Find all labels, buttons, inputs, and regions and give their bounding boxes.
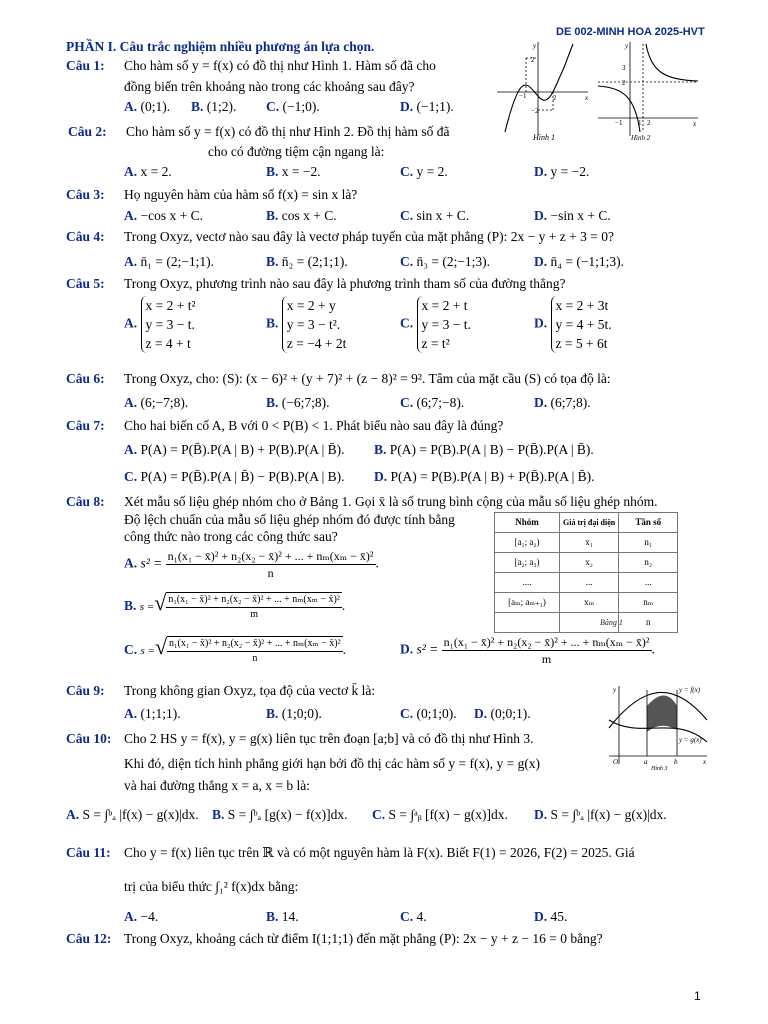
- option-b[interactable]: B. (1;0;0).: [266, 706, 322, 721]
- option-c[interactable]: C. (6;7;−8).: [400, 395, 465, 410]
- svg-text:1: 1: [638, 119, 642, 127]
- option-b[interactable]: B. 14.: [266, 909, 299, 924]
- document-code: DE 002-MINH HOA 2025-HVT: [556, 26, 705, 38]
- question-label: Câu 9:: [66, 683, 105, 698]
- question-text: Cho hai biến cố A, B với 0 < P(B) < 1. Phát biểu nào sau đây là đúng?: [124, 418, 504, 433]
- option-b[interactable]: B. (1;2).: [191, 99, 237, 114]
- question-label: Câu 3:: [66, 187, 105, 202]
- question-text: công thức nào trong các công thức sau?: [124, 529, 338, 544]
- question-label: Câu 10:: [66, 731, 112, 746]
- option-b[interactable]: B. s =√ $\frac{\text{n₁(x₁ − x̄)² + n₂(x₂ − x̄)² + ... + nₘ(xₘ − x̄)²}}{m}$ .: [124, 590, 346, 620]
- question-label: Câu 4:: [66, 229, 105, 244]
- svg-text:a: a: [644, 758, 648, 766]
- section-title: PHẦN I. Câu trắc nghiệm nhiều phương án lựa chọn.: [66, 39, 375, 54]
- svg-text:O: O: [613, 758, 619, 766]
- option-a[interactable]: A. n̄₁ = (2;−1;1).: [124, 254, 215, 269]
- option-c[interactable]: C. (−1;0).: [266, 99, 320, 114]
- question-text: Độ lệch chuẩn của mẫu số liệu ghép nhóm đó được tính bằng: [124, 512, 455, 527]
- option-c[interactable]: C. S = ∫ᵃᵦ [f(x) − g(x)]dx.: [372, 807, 508, 822]
- question-text: Cho 2 HS y = f(x), y = g(x) liên tục trên đoạn [a;b] và có đồ thị như Hình 3.: [124, 731, 534, 746]
- option-b[interactable]: B. n̄₂ = (2;1;1).: [266, 254, 348, 269]
- svg-text:−1: −1: [615, 119, 623, 127]
- question-label: Câu 11:: [66, 845, 111, 860]
- option-c[interactable]: C. s =√ $\frac{\text{n₁(x₁ − x̄)² + n₂(x₂ − x̄)² + ... + nₘ(xₘ − x̄)²}}{n}$ .: [124, 634, 346, 664]
- question-text: Trong không gian Oxyz, tọa độ của vectơ k̄ là:: [124, 683, 376, 698]
- option-c[interactable]: C. (0;1;0).: [400, 706, 457, 721]
- svg-text:2: 2: [531, 56, 535, 64]
- svg-text:x: x: [703, 758, 707, 766]
- option-c[interactable]: C. sin x + C.: [400, 208, 470, 223]
- svg-text:b: b: [674, 758, 678, 766]
- option-a[interactable]: A. P(A) = P(B̄).P(A | B) + P(B).P(A | B̄).: [124, 442, 345, 457]
- figure-hinh3: [605, 684, 710, 770]
- question-label: Câu 8:: [66, 494, 105, 509]
- question-label: Câu 5:: [66, 276, 105, 291]
- option-a[interactable]: A. (0;1).: [124, 99, 171, 114]
- option-d[interactable]: D. n̄₄ = (−1;1;3).: [534, 254, 625, 269]
- question-label: Câu 12:: [66, 931, 112, 946]
- option-a[interactable]: A. −4.: [124, 909, 159, 924]
- question-label: Câu 6:: [66, 371, 105, 386]
- option-c[interactable]: C. n̄₃ = (2;−1;3).: [400, 254, 491, 269]
- option-d[interactable]: D. x = 2 + 3t y = 4 + 5t. z = 5 + 6t: [534, 298, 612, 351]
- option-d[interactable]: D. y = −2.: [534, 164, 590, 179]
- hinh3-caption: Hình 3: [651, 766, 668, 770]
- question-text: Cho hàm số y = f(x) có đồ thị như Hình 2. Đồ thị hàm số đã: [126, 124, 450, 139]
- option-d[interactable]: D. 45.: [534, 909, 568, 924]
- option-d[interactable]: D. s² = $\frac{\text{n₁(x₁ − x̄)² + n₂(x₂ − x̄)² + ... + nₘ(xₘ − x̄)²}}{m}$ .: [400, 635, 655, 666]
- question-label: Câu 1:: [66, 58, 105, 73]
- question-text: Trong Oxyz, vectơ nào sau đây là vectơ pháp tuyến của mặt phẳng (P): 2x − y + z + 3 = 0?: [124, 229, 614, 244]
- option-a[interactable]: A. S = ∫ᵇₐ |f(x) − g(x)|dx.: [66, 807, 199, 822]
- option-d[interactable]: D. (−1;1).: [400, 99, 454, 114]
- figures-hinh1-hinh2: [493, 40, 708, 148]
- option-a[interactable]: A. (1;1;1).: [124, 706, 181, 721]
- hinh1-graph: [497, 42, 588, 136]
- option-a[interactable]: A. (6;−7;8).: [124, 395, 189, 410]
- svg-text:y: y: [533, 42, 537, 50]
- svg-text:y: y: [613, 686, 617, 694]
- svg-text:2: 2: [622, 79, 626, 87]
- question-text: Xét mẫu số liệu ghép nhóm cho ở Bảng 1. Gọi x̄ là số trung bình cộng của mẫu số liệu ghép nhóm.: [124, 494, 658, 509]
- option-c[interactable]: C. 4.: [400, 909, 427, 924]
- svg-text:x: x: [693, 120, 697, 128]
- option-b[interactable]: B. x = −2.: [266, 164, 321, 179]
- option-a[interactable]: A. x = 2.: [124, 164, 172, 179]
- option-a[interactable]: A. −cos x + C.: [124, 208, 203, 223]
- svg-text:x: x: [585, 94, 589, 102]
- hinh1-caption: Hình 1: [533, 133, 555, 142]
- option-d[interactable]: D. (6;7;8).: [534, 395, 591, 410]
- question-text: Trong Oxyz, cho: (S): (x − 6)² + (y + 7)² + (z − 8)² = 9². Tâm của mặt cầu (S) có tọa độ là:: [124, 371, 611, 386]
- option-b[interactable]: B. P(A) = P(B).P(A | B) − P(B̄).P(A | B̄).: [374, 442, 594, 457]
- question-text: Họ nguyên hàm của hàm số f(x) = sin x là?: [124, 187, 358, 202]
- option-b[interactable]: B. S = ∫ᵇₐ [g(x) − f(x)]dx.: [212, 807, 348, 822]
- svg-text:−1: −1: [519, 92, 527, 100]
- question-text: đồng biến trên khoảng nào trong các khoảng sau đây?: [124, 79, 415, 94]
- page-number: 1: [694, 989, 701, 1003]
- option-c[interactable]: C. x = 2 + t y = 3 − t. z = t²: [400, 298, 471, 351]
- option-d[interactable]: D. (0;0;1).: [474, 706, 531, 721]
- question-text: và hai đường thẳng x = a, x = b là:: [124, 778, 311, 793]
- svg-text:3: 3: [622, 64, 626, 72]
- option-a[interactable]: A. x = 2 + t² y = 3 − t. z = 4 + t: [124, 298, 196, 351]
- option-c[interactable]: C. P(A) = P(B̄).P(A | B̄) − P(B).P(A | B).: [124, 469, 345, 484]
- svg-text:y: y: [625, 42, 629, 50]
- option-d[interactable]: D. P(A) = P(B).P(A | B) + P(B̄).P(A | B̄).: [374, 469, 595, 484]
- svg-text:y = g(x): y = g(x): [679, 736, 702, 744]
- option-c[interactable]: C. y = 2.: [400, 164, 448, 179]
- hinh2-caption: Hình 2: [631, 134, 651, 142]
- question-text: Khi đó, diện tích hình phẳng giới hạn bởi đồ thị các hàm số y = f(x), y = g(x): [124, 756, 541, 771]
- svg-text:y = f(x): y = f(x): [679, 686, 701, 694]
- question-text: cho có đường tiệm cận ngang là:: [208, 144, 385, 159]
- option-b[interactable]: B. (−6;7;8).: [266, 395, 330, 410]
- svg-text:−2: −2: [531, 107, 539, 115]
- option-d[interactable]: D. −sin x + C.: [534, 208, 611, 223]
- option-b[interactable]: B. x = 2 + y y = 3 − t². z = −4 + 2t: [266, 298, 347, 351]
- table-bang1: Nhóm Giá trị đại diện Tần số [a₁; a₂) x₁ n₁ [a₂; a₃) x₂ n₂ .... ... ... [aₘ; aₘ₊₁) xₘ nₘ n: [494, 512, 678, 633]
- question-text: Cho y = f(x) liên tục trên ℝ và có một nguyên hàm là F(x). Biết F(1) = 2026, F(2) = 2025. Giá: [124, 845, 635, 860]
- question-text: trị của biểu thức ∫₁² f(x)dx bằng:: [124, 879, 299, 894]
- question-text: Cho hàm số y = f(x) có đồ thị như Hình 1. Hàm số đã cho: [124, 58, 436, 73]
- question-label: Câu 2:: [68, 124, 107, 139]
- bang1-caption: Bảng 1: [600, 618, 623, 627]
- svg-text:2: 2: [647, 119, 651, 127]
- question-1: [66, 57, 105, 74]
- option-a[interactable]: A. s² = $\frac{\text{n₁(x₁ − x̄)² + n₂(x₂ − x̄)² + ... + nₘ(xₘ − x̄)²}}{n}$ .: [124, 549, 379, 580]
- option-d[interactable]: D. S = ∫ᵇₐ |f(x) − g(x)|dx.: [534, 807, 667, 822]
- question-label: Câu 7:: [66, 418, 105, 433]
- question-text: Trong Oxyz, phương trình nào sau đây là phương trình tham số của đường thẳng?: [124, 276, 566, 291]
- question-text: Trong Oxyz, khoảng cách từ điểm I(1;1;1) đến mặt phẳng (P): 2x − y + z − 16 = 0 bằng?: [124, 931, 603, 946]
- option-b[interactable]: B. cos x + C.: [266, 208, 337, 223]
- svg-text:2: 2: [553, 94, 557, 102]
